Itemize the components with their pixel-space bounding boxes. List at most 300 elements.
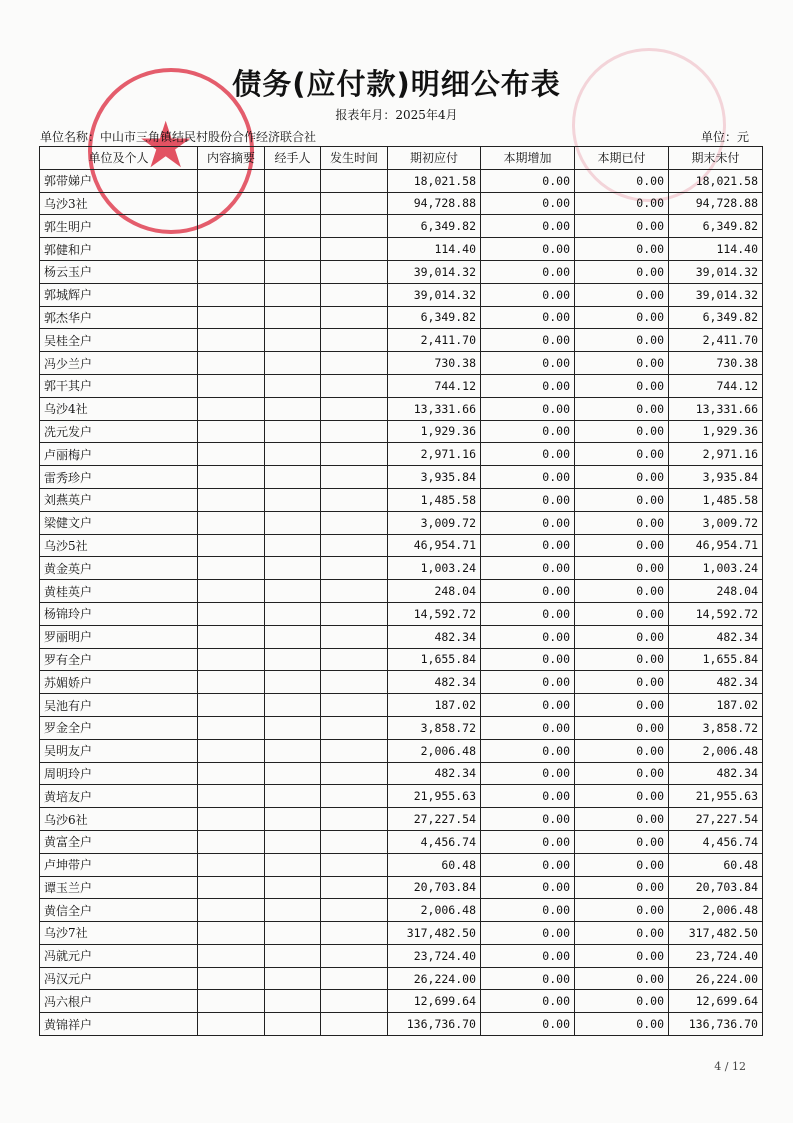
opening-cell: 1,655.84 xyxy=(388,648,481,671)
closing-cell: 39,014.32 xyxy=(669,283,763,306)
paid-cell: 0.00 xyxy=(575,739,669,762)
summary-cell xyxy=(198,488,265,511)
opening-cell: 317,482.50 xyxy=(388,922,481,945)
date-cell xyxy=(321,329,388,352)
entity-cell: 黄培友户 xyxy=(40,785,198,808)
summary-cell xyxy=(198,944,265,967)
summary-cell xyxy=(198,420,265,443)
closing-cell: 27,227.54 xyxy=(669,808,763,831)
date-cell xyxy=(321,534,388,557)
entity-cell: 乌沙5社 xyxy=(40,534,198,557)
increase-cell: 0.00 xyxy=(481,260,575,283)
summary-cell xyxy=(198,808,265,831)
summary-cell xyxy=(198,557,265,580)
increase-cell: 0.00 xyxy=(481,808,575,831)
handler-cell xyxy=(265,694,321,717)
entity-cell: 黄锦祥户 xyxy=(40,1013,198,1036)
handler-cell xyxy=(265,762,321,785)
closing-cell: 482.34 xyxy=(669,625,763,648)
table-row xyxy=(40,443,763,466)
opening-cell: 482.34 xyxy=(388,762,481,785)
handler-cell xyxy=(265,306,321,329)
date-cell xyxy=(321,853,388,876)
closing-cell: 248.04 xyxy=(669,580,763,603)
entity-cell: 郭生明户 xyxy=(40,215,198,238)
table-row xyxy=(40,671,763,694)
closing-cell: 1,929.36 xyxy=(669,420,763,443)
paid-cell: 0.00 xyxy=(575,694,669,717)
opening-cell: 21,955.63 xyxy=(388,785,481,808)
increase-cell: 0.00 xyxy=(481,739,575,762)
summary-cell xyxy=(198,716,265,739)
summary-cell xyxy=(198,990,265,1013)
handler-cell xyxy=(265,169,321,192)
increase-cell: 0.00 xyxy=(481,534,575,557)
increase-cell: 0.00 xyxy=(481,580,575,603)
summary-cell xyxy=(198,830,265,853)
entity-cell: 郭城辉户 xyxy=(40,283,198,306)
handler-cell xyxy=(265,1013,321,1036)
increase-cell: 0.00 xyxy=(481,944,575,967)
increase-cell: 0.00 xyxy=(481,671,575,694)
entity-cell: 郭带娣户 xyxy=(40,169,198,192)
paid-cell: 0.00 xyxy=(575,466,669,489)
summary-cell xyxy=(198,602,265,625)
table-header-row xyxy=(40,147,763,170)
date-cell xyxy=(321,260,388,283)
paid-cell: 0.00 xyxy=(575,944,669,967)
entity-cell: 雷秀珍户 xyxy=(40,466,198,489)
entity-cell: 吴桂全户 xyxy=(40,329,198,352)
handler-cell xyxy=(265,374,321,397)
entity-cell: 冼元发户 xyxy=(40,420,198,443)
closing-cell: 3,858.72 xyxy=(669,716,763,739)
increase-cell: 0.00 xyxy=(481,192,575,215)
handler-cell xyxy=(265,716,321,739)
date-cell xyxy=(321,488,388,511)
table-row xyxy=(40,329,763,352)
col-header-opening: 期初应付 xyxy=(388,147,481,170)
handler-cell xyxy=(265,671,321,694)
table-row xyxy=(40,648,763,671)
entity-cell: 卢坤带户 xyxy=(40,853,198,876)
closing-cell: 12,699.64 xyxy=(669,990,763,1013)
summary-cell xyxy=(198,853,265,876)
opening-cell: 60.48 xyxy=(388,853,481,876)
date-cell xyxy=(321,443,388,466)
closing-cell: 730.38 xyxy=(669,352,763,375)
summary-cell xyxy=(198,260,265,283)
table-row xyxy=(40,306,763,329)
handler-cell xyxy=(265,488,321,511)
summary-cell xyxy=(198,625,265,648)
date-cell xyxy=(321,169,388,192)
summary-cell xyxy=(198,876,265,899)
increase-cell: 0.00 xyxy=(481,443,575,466)
handler-cell xyxy=(265,830,321,853)
table-row xyxy=(40,808,763,831)
summary-cell xyxy=(198,352,265,375)
summary-cell xyxy=(198,238,265,261)
handler-cell xyxy=(265,397,321,420)
date-cell xyxy=(321,671,388,694)
table-row xyxy=(40,192,763,215)
entity-cell: 冯汉元户 xyxy=(40,967,198,990)
entity-cell: 冯六根户 xyxy=(40,990,198,1013)
col-header-closing: 期末未付 xyxy=(669,147,763,170)
entity-cell: 冯就元户 xyxy=(40,944,198,967)
increase-cell: 0.00 xyxy=(481,557,575,580)
table-row xyxy=(40,876,763,899)
col-header-increase: 本期增加 xyxy=(481,147,575,170)
opening-cell: 1,485.58 xyxy=(388,488,481,511)
handler-cell xyxy=(265,785,321,808)
table-body xyxy=(40,169,763,1035)
paid-cell: 0.00 xyxy=(575,671,669,694)
increase-cell: 0.00 xyxy=(481,283,575,306)
summary-cell xyxy=(198,306,265,329)
handler-cell xyxy=(265,534,321,557)
paid-cell: 0.00 xyxy=(575,374,669,397)
table-row xyxy=(40,488,763,511)
opening-cell: 1,929.36 xyxy=(388,420,481,443)
opening-cell: 26,224.00 xyxy=(388,967,481,990)
closing-cell: 1,485.58 xyxy=(669,488,763,511)
opening-cell: 6,349.82 xyxy=(388,306,481,329)
payables-table xyxy=(39,146,763,1036)
handler-cell xyxy=(265,808,321,831)
date-cell xyxy=(321,352,388,375)
closing-cell: 2,006.48 xyxy=(669,739,763,762)
page-title: 债务(应付款)明细公布表 xyxy=(232,67,561,101)
table-row xyxy=(40,1013,763,1036)
handler-cell xyxy=(265,192,321,215)
paid-cell: 0.00 xyxy=(575,352,669,375)
table-row xyxy=(40,716,763,739)
date-cell xyxy=(321,716,388,739)
increase-cell: 0.00 xyxy=(481,899,575,922)
increase-cell: 0.00 xyxy=(481,625,575,648)
col-header-date: 发生时间 xyxy=(321,147,388,170)
opening-cell: 1,003.24 xyxy=(388,557,481,580)
opening-cell: 39,014.32 xyxy=(388,283,481,306)
date-cell xyxy=(321,876,388,899)
date-cell xyxy=(321,306,388,329)
col-header-handler: 经手人 xyxy=(265,147,321,170)
table-row xyxy=(40,352,763,375)
paid-cell: 0.00 xyxy=(575,876,669,899)
summary-cell xyxy=(198,671,265,694)
date-cell xyxy=(321,830,388,853)
paid-cell: 0.00 xyxy=(575,397,669,420)
date-cell xyxy=(321,990,388,1013)
paid-cell: 0.00 xyxy=(575,762,669,785)
handler-cell xyxy=(265,215,321,238)
paid-cell: 0.00 xyxy=(575,853,669,876)
date-cell xyxy=(321,899,388,922)
handler-cell xyxy=(265,557,321,580)
paid-cell: 0.00 xyxy=(575,329,669,352)
opening-cell: 2,971.16 xyxy=(388,443,481,466)
table-row xyxy=(40,967,763,990)
opening-cell: 46,954.71 xyxy=(388,534,481,557)
summary-cell xyxy=(198,169,265,192)
paid-cell: 0.00 xyxy=(575,922,669,945)
paid-cell: 0.00 xyxy=(575,716,669,739)
handler-cell xyxy=(265,238,321,261)
increase-cell: 0.00 xyxy=(481,352,575,375)
increase-cell: 0.00 xyxy=(481,420,575,443)
date-cell xyxy=(321,557,388,580)
increase-cell: 0.00 xyxy=(481,238,575,261)
entity-cell: 郭干其户 xyxy=(40,374,198,397)
table-row xyxy=(40,466,763,489)
summary-cell xyxy=(198,580,265,603)
closing-cell: 23,724.40 xyxy=(669,944,763,967)
closing-cell: 2,971.16 xyxy=(669,443,763,466)
opening-cell: 114.40 xyxy=(388,238,481,261)
entity-cell: 卢丽梅户 xyxy=(40,443,198,466)
date-cell xyxy=(321,694,388,717)
handler-cell xyxy=(265,853,321,876)
closing-cell: 3,935.84 xyxy=(669,466,763,489)
paid-cell: 0.00 xyxy=(575,283,669,306)
date-cell xyxy=(321,648,388,671)
closing-cell: 482.34 xyxy=(669,671,763,694)
entity-cell: 谭玉兰户 xyxy=(40,876,198,899)
paid-cell: 0.00 xyxy=(575,830,669,853)
table-row xyxy=(40,944,763,967)
increase-cell: 0.00 xyxy=(481,762,575,785)
date-cell xyxy=(321,580,388,603)
table-row xyxy=(40,534,763,557)
entity-cell: 冯少兰户 xyxy=(40,352,198,375)
entity-cell: 吴池有户 xyxy=(40,694,198,717)
paid-cell: 0.00 xyxy=(575,899,669,922)
opening-cell: 13,331.66 xyxy=(388,397,481,420)
table-row xyxy=(40,739,763,762)
handler-cell xyxy=(265,352,321,375)
increase-cell: 0.00 xyxy=(481,306,575,329)
date-cell xyxy=(321,374,388,397)
entity-cell: 罗丽明户 xyxy=(40,625,198,648)
opening-cell: 248.04 xyxy=(388,580,481,603)
opening-cell: 187.02 xyxy=(388,694,481,717)
date-cell xyxy=(321,192,388,215)
paid-cell: 0.00 xyxy=(575,238,669,261)
handler-cell xyxy=(265,283,321,306)
date-cell xyxy=(321,238,388,261)
increase-cell: 0.00 xyxy=(481,648,575,671)
handler-cell xyxy=(265,876,321,899)
increase-cell: 0.00 xyxy=(481,922,575,945)
closing-cell: 13,331.66 xyxy=(669,397,763,420)
paid-cell: 0.00 xyxy=(575,557,669,580)
increase-cell: 0.00 xyxy=(481,488,575,511)
paid-cell: 0.00 xyxy=(575,192,669,215)
table-row xyxy=(40,557,763,580)
summary-cell xyxy=(198,374,265,397)
entity-cell: 乌沙6社 xyxy=(40,808,198,831)
closing-cell: 46,954.71 xyxy=(669,534,763,557)
paid-cell: 0.00 xyxy=(575,420,669,443)
increase-cell: 0.00 xyxy=(481,511,575,534)
increase-cell: 0.00 xyxy=(481,329,575,352)
handler-cell xyxy=(265,329,321,352)
increase-cell: 0.00 xyxy=(481,602,575,625)
summary-cell xyxy=(198,694,265,717)
paid-cell: 0.00 xyxy=(575,990,669,1013)
report-period: 报表年月：2025年4月 xyxy=(335,108,458,122)
paid-cell: 0.00 xyxy=(575,648,669,671)
table-row xyxy=(40,625,763,648)
increase-cell: 0.00 xyxy=(481,694,575,717)
date-cell xyxy=(321,808,388,831)
opening-cell: 482.34 xyxy=(388,625,481,648)
closing-cell: 744.12 xyxy=(669,374,763,397)
opening-cell: 136,736.70 xyxy=(388,1013,481,1036)
opening-cell: 3,858.72 xyxy=(388,716,481,739)
paid-cell: 0.00 xyxy=(575,625,669,648)
increase-cell: 0.00 xyxy=(481,967,575,990)
closing-cell: 60.48 xyxy=(669,853,763,876)
entity-cell: 梁健文户 xyxy=(40,511,198,534)
handler-cell xyxy=(265,944,321,967)
closing-cell: 21,955.63 xyxy=(669,785,763,808)
opening-cell: 14,592.72 xyxy=(388,602,481,625)
paid-cell: 0.00 xyxy=(575,215,669,238)
closing-cell: 6,349.82 xyxy=(669,306,763,329)
paid-cell: 0.00 xyxy=(575,306,669,329)
closing-cell: 1,655.84 xyxy=(669,648,763,671)
date-cell xyxy=(321,466,388,489)
closing-cell: 482.34 xyxy=(669,762,763,785)
table-row xyxy=(40,260,763,283)
date-cell xyxy=(321,785,388,808)
opening-cell: 744.12 xyxy=(388,374,481,397)
increase-cell: 0.00 xyxy=(481,374,575,397)
closing-cell: 18,021.58 xyxy=(669,169,763,192)
closing-cell: 187.02 xyxy=(669,694,763,717)
table-row xyxy=(40,785,763,808)
entity-cell: 苏媚娇户 xyxy=(40,671,198,694)
table-row xyxy=(40,169,763,192)
summary-cell xyxy=(198,967,265,990)
currency-unit: 单位：元 xyxy=(700,130,749,144)
summary-cell xyxy=(198,329,265,352)
table-row xyxy=(40,830,763,853)
date-cell xyxy=(321,420,388,443)
table-row xyxy=(40,922,763,945)
paid-cell: 0.00 xyxy=(575,967,669,990)
paid-cell: 0.00 xyxy=(575,511,669,534)
table-row xyxy=(40,283,763,306)
date-cell xyxy=(321,625,388,648)
closing-cell: 6,349.82 xyxy=(669,215,763,238)
paid-cell: 0.00 xyxy=(575,443,669,466)
handler-cell xyxy=(265,922,321,945)
handler-cell xyxy=(265,625,321,648)
summary-cell xyxy=(198,215,265,238)
closing-cell: 1,003.24 xyxy=(669,557,763,580)
paid-cell: 0.00 xyxy=(575,580,669,603)
increase-cell: 0.00 xyxy=(481,990,575,1013)
increase-cell: 0.00 xyxy=(481,716,575,739)
paid-cell: 0.00 xyxy=(575,602,669,625)
col-header-paid: 本期已付 xyxy=(575,147,669,170)
opening-cell: 27,227.54 xyxy=(388,808,481,831)
opening-cell: 12,699.64 xyxy=(388,990,481,1013)
table-row xyxy=(40,580,763,603)
closing-cell: 94,728.88 xyxy=(669,192,763,215)
date-cell xyxy=(321,922,388,945)
entity-cell: 刘燕英户 xyxy=(40,488,198,511)
table-row xyxy=(40,215,763,238)
closing-cell: 14,592.72 xyxy=(669,602,763,625)
paid-cell: 0.00 xyxy=(575,488,669,511)
date-cell xyxy=(321,215,388,238)
increase-cell: 0.00 xyxy=(481,397,575,420)
entity-cell: 郭杰华户 xyxy=(40,306,198,329)
closing-cell: 39,014.32 xyxy=(669,260,763,283)
opening-cell: 18,021.58 xyxy=(388,169,481,192)
table-row xyxy=(40,853,763,876)
entity-cell: 黄信全户 xyxy=(40,899,198,922)
table-row xyxy=(40,694,763,717)
paid-cell: 0.00 xyxy=(575,785,669,808)
closing-cell: 20,703.84 xyxy=(669,876,763,899)
entity-cell: 黄富全户 xyxy=(40,830,198,853)
date-cell xyxy=(321,944,388,967)
entity-cell: 杨云玉户 xyxy=(40,260,198,283)
opening-cell: 2,006.48 xyxy=(388,899,481,922)
handler-cell xyxy=(265,511,321,534)
table-row xyxy=(40,238,763,261)
handler-cell xyxy=(265,967,321,990)
handler-cell xyxy=(265,443,321,466)
summary-cell xyxy=(198,922,265,945)
paid-cell: 0.00 xyxy=(575,260,669,283)
handler-cell xyxy=(265,899,321,922)
entity-cell: 周明玲户 xyxy=(40,762,198,785)
opening-cell: 3,935.84 xyxy=(388,466,481,489)
summary-cell xyxy=(198,648,265,671)
increase-cell: 0.00 xyxy=(481,785,575,808)
opening-cell: 4,456.74 xyxy=(388,830,481,853)
date-cell xyxy=(321,1013,388,1036)
unit-name: 中山市三角镇结民村股份合作经济联合社 xyxy=(100,130,317,144)
entity-cell: 乌沙4社 xyxy=(40,397,198,420)
date-cell xyxy=(321,397,388,420)
unit-name-label: 单位名称： xyxy=(40,130,101,144)
opening-cell: 20,703.84 xyxy=(388,876,481,899)
handler-cell xyxy=(265,420,321,443)
table-row xyxy=(40,899,763,922)
summary-cell xyxy=(198,739,265,762)
date-cell xyxy=(321,283,388,306)
increase-cell: 0.00 xyxy=(481,876,575,899)
handler-cell xyxy=(265,602,321,625)
summary-cell xyxy=(198,443,265,466)
summary-cell xyxy=(198,283,265,306)
table-row xyxy=(40,762,763,785)
entity-cell: 罗金全户 xyxy=(40,716,198,739)
closing-cell: 2,411.70 xyxy=(669,329,763,352)
handler-cell xyxy=(265,580,321,603)
entity-cell: 郭健和户 xyxy=(40,238,198,261)
closing-cell: 136,736.70 xyxy=(669,1013,763,1036)
summary-cell xyxy=(198,1013,265,1036)
